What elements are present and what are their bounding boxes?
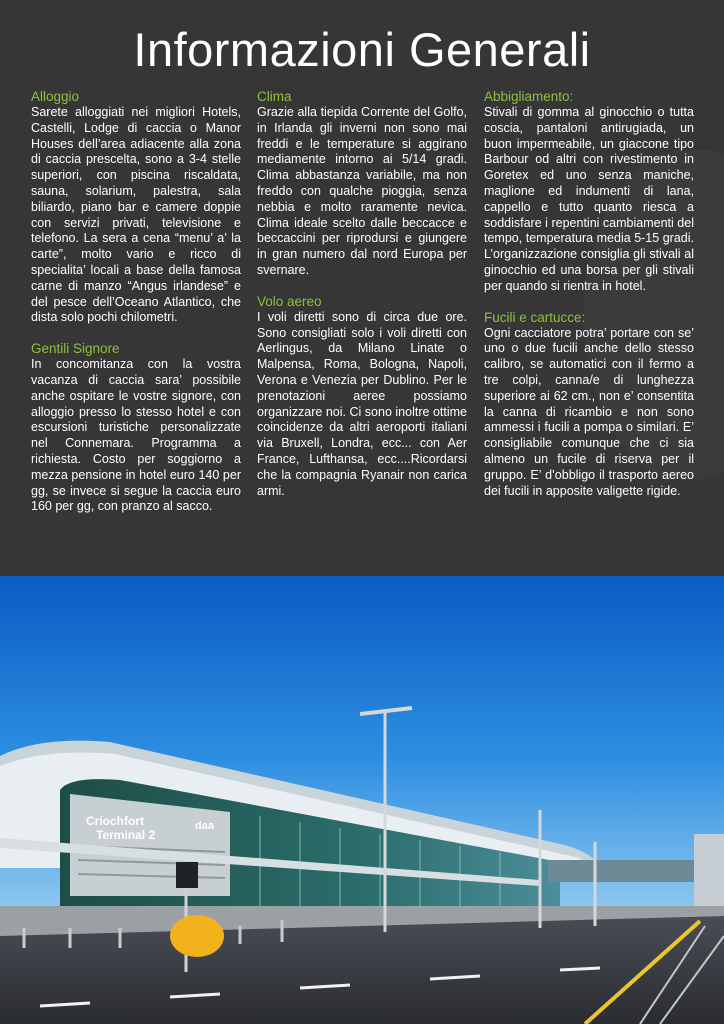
column-left — [31, 88, 241, 529]
sign-brand: daa — [195, 820, 214, 832]
section-gentili-signore — [31, 340, 241, 515]
section-text: In concomitanza con la vostra vacanza di caccia sara’ possibile anche ospitare le vostre signore, con alloggio presso lo stesso hotel e con escursioni turistiche personalizzate nel Connemara. Programma a richiesta. Costo per soggiorno a mezza pensione in hotel euro 140 per gg, se invece si segue la caccia euro 160 per gg, con pranzo al sacco. — [31, 357, 241, 514]
section-abbigliamento — [484, 88, 694, 295]
section-text: Stivali di gomma al ginocchio o tutta coscia, pantaloni antirugiada, un buon impermeabile, un giaccone tipo Barbour od altri con rivestimento in Goretex ed uno senza maniche, maglione ed indumenti di lana, cappello e tutto quanto riesca a soddisfare i repentini cambiamenti del tempo, temperatura media 5-15 gradi. L’organizzazione consiglia gli stivali al ginocchio ed una borsa per gli stivali per quando si rientra in hotel. — [484, 105, 694, 293]
section-heading: Abbigliamento: — [484, 89, 574, 104]
section-heading: Alloggio — [31, 89, 80, 104]
airport-photo — [0, 576, 724, 1024]
section-text: I voli diretti sono di circa due ore. Sono consigliati solo i voli diretti con Aerlingus, da Milano Linate o Malpensa, Roma, Bologna, Napoli, Verona e Venezia per Dublino. Per le prenotazioni aeree possiamo organizzare noi. Ci sono inoltre ottime coincidenze da altri aeroporti italiani via Bruxell, Londra, ecc... con Aer France, Lufthansa, ecc....Ricordarsi che la compagnia Ryanair non carica armi. — [257, 309, 467, 498]
info-sign — [176, 862, 198, 888]
section-text: Ogni cacciatore potra’ portare con se’ uno o due fucili anche dello stesso calibro, se automatici con il fermo a tre colpi, canna/e di lunghezza superiore ai 62 cm., non e’ consentita la canna di ricambio e non sono ammessi i fucili a pompa o similari. E’ consigliabile comunque che ci sia almeno un fucile di riserva per il gruppo. E’ d’obbligo il trasporto aereo dei fucili in apposite valigette rigide. — [484, 325, 694, 498]
section-fucili — [484, 309, 694, 500]
walkway-bridge — [548, 860, 694, 882]
page-title: Informazioni Generali — [133, 23, 591, 76]
sign-terminal: Terminal 2 — [96, 828, 156, 842]
section-heading: Clima — [257, 89, 292, 104]
column-middle — [257, 88, 467, 513]
section-heading: Gentili Signore — [31, 341, 120, 357]
airport-terminal-illustration — [0, 576, 724, 1024]
section-text: Grazie alla tiepida Corrente del Golfo, in Irlanda gli inverni non sono mai freddi e le temperature si aggirano mediamente intorno ai 5/14 gradi. Clima abbastanza variabile, ma non freddo con qualche pioggia, senza nebbia e molto raramente nevica. Clima ideale scelto dalle beccacce e beccaccini per riprodursi e giungere in gran numero dal nord Europa per svernare. — [257, 105, 467, 277]
yellow-sphere — [170, 915, 224, 957]
section-clima — [257, 88, 467, 279]
sign-main: Críochfort — [86, 814, 144, 828]
bridge-tower — [694, 834, 724, 914]
column-right — [484, 88, 694, 513]
section-heading: Volo aereo — [257, 293, 322, 309]
section-text: Sarete alloggiati nei migliori Hotels, Castelli, Lodge di caccia o Manor Houses dell’area adiacente alla zona di caccia prescelta, sono a 3-4 stelle superiori, con piscina riscaldata, sauna, solarium, palestra, sala biliardo, piano bar e camere doppie con servizi privati, televisione e telefono. La sera a cena “menu’ a’ la carte”, molto vario e ricco di specialita’ locali a base della famosa carne di manzo “Angus irlandese” e del pesce dell’Oceano Atlantico, che dista solo pochi chilometri. — [31, 105, 241, 325]
section-alloggio — [31, 88, 241, 326]
section-heading: Fucili e cartucce: — [484, 309, 586, 325]
section-volo-aereo — [257, 293, 467, 500]
